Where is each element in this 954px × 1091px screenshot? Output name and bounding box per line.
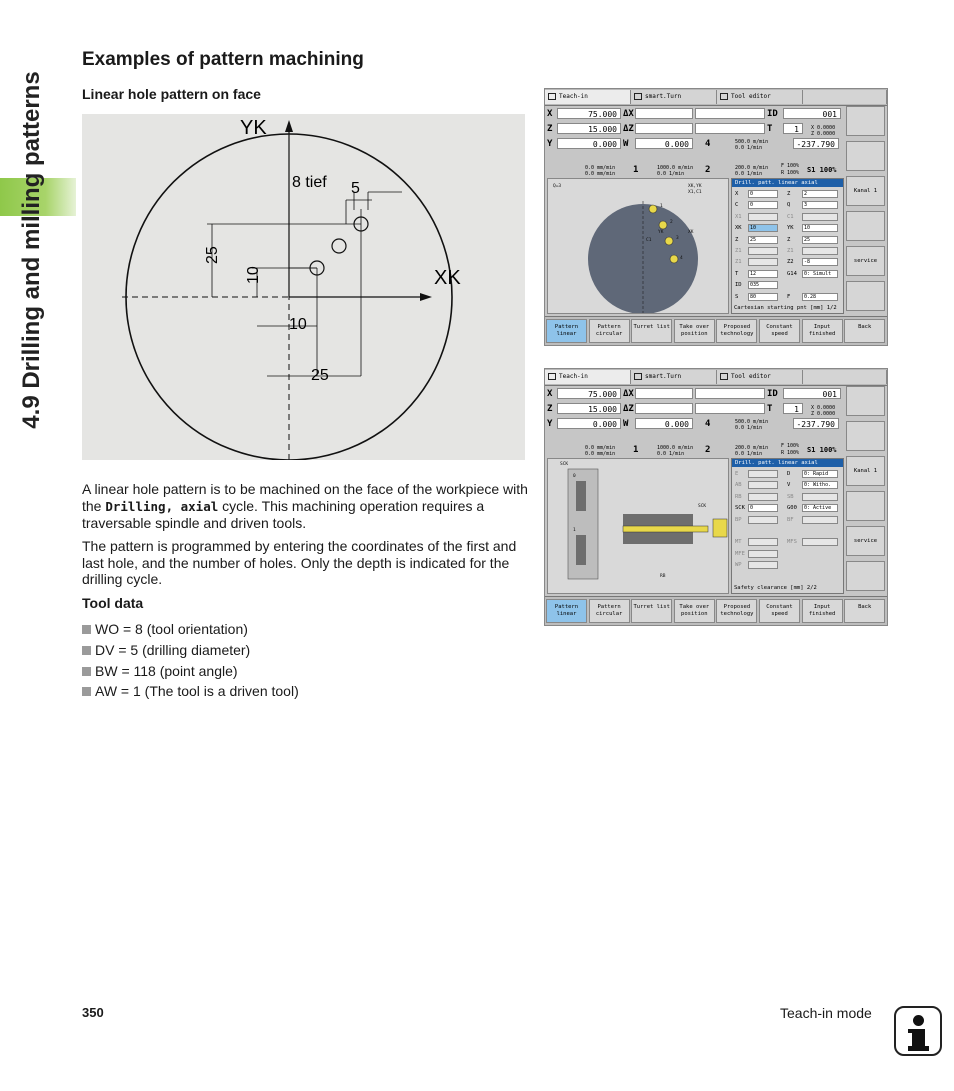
s-override: S1 100% [807,166,837,174]
drawing-svg [82,114,525,460]
field-input[interactable] [748,481,778,489]
softkey-pattern-circular[interactable]: Pattern circular [589,599,630,623]
field-input[interactable] [748,470,778,478]
spindle-4: 4 [705,419,711,429]
field-label: Z [735,236,739,243]
t-label: T [767,124,773,134]
field-input[interactable]: 12 [748,270,778,278]
t-label: T [767,404,773,414]
tool-data-text: AW = 1 (The tool is a driven tool) [95,683,299,699]
help-graphic-svg [548,459,728,593]
x-small: X 0.0000 [811,125,836,131]
tab-tool-editor[interactable] [717,90,803,104]
tab-smart-turn[interactable] [631,370,717,384]
field-label: YK [787,225,794,232]
spindle-1: 1 [633,445,639,455]
tab-icon [548,93,556,100]
field-input[interactable]: 25 [748,236,778,244]
side-button[interactable] [846,176,885,206]
field-input[interactable] [748,247,778,255]
field-input[interactable] [748,213,778,221]
field-input[interactable]: 3 [802,201,838,209]
softkey-constant-speed[interactable]: Constant speed [759,599,800,623]
speed-readout: 0.0 1/min [735,425,763,431]
field-c [695,108,765,119]
field-input[interactable]: 2 [802,190,838,198]
field-label: WP [735,562,742,569]
f-override: F 100% [781,443,800,449]
field-label: ID [735,282,742,289]
field-input[interactable]: 0: Active [802,504,838,512]
field-input[interactable]: 0 [748,201,778,209]
field-label: T [735,270,739,277]
z-small: Z 0.0000 [811,411,836,417]
tab-label: Tool editor [731,373,771,380]
axis-label: Z [547,404,553,414]
delta-value[interactable] [635,388,693,399]
bullet-icon [82,646,91,655]
field-input[interactable]: 0: Simult [802,270,838,278]
field-label: Z [787,236,791,243]
graphic-label: SCK [698,504,707,509]
pattern-drawing [82,114,525,460]
softkey-constant-speed[interactable]: Constant speed [759,319,800,343]
softkey-bar [545,596,887,625]
axis-value: 0.000 [557,138,621,149]
field-label: MFS [787,539,797,546]
field-label: Z2 [787,259,794,266]
side-button[interactable] [846,491,885,521]
z-small: Z 0.0000 [811,131,836,137]
field-input[interactable]: -8 [802,258,838,266]
info-icon [894,1006,942,1056]
dim-10-vertical: 10 [245,266,262,284]
softkey-input-finished[interactable]: Input finished [802,319,843,343]
side-button[interactable] [846,386,885,416]
field-input[interactable] [748,516,778,524]
field-input[interactable]: 0 [748,504,778,512]
pattern-hole [659,221,667,229]
field-label: MFE [735,550,745,557]
softkey-back[interactable]: Back [844,599,885,623]
graphic-label: 1 [660,204,663,209]
side-button[interactable] [846,456,885,486]
dim-25-vertical: 25 [204,246,221,264]
dialog-title: Drill. patt. linear axial [732,459,843,467]
diameter-label: 5 [351,180,360,197]
id-label: ID [767,109,778,119]
t-value: 1 [783,123,803,134]
field-label: Z [787,191,791,197]
field-input[interactable] [802,493,838,501]
field-label: G14 [787,270,797,277]
xk-label: XK [434,267,461,289]
section-heading: Examples of pattern machining [82,49,364,70]
delta-label: W [623,419,629,429]
feed-readout: 0.0 mm/min [585,451,616,457]
field-c2 [695,403,765,414]
tab-bar [545,89,887,106]
axis-value: 75.000 [557,108,621,119]
field-c2 [695,123,765,134]
paragraph-1-text-a: A linear hole pattern is to be machined on the face of the workpiece with the [82,481,528,514]
speed-readout: 1000.0 m/min [657,165,694,171]
field-label: D [787,471,791,477]
feed-readout: 0.0 mm/min [585,165,616,171]
side-button[interactable] [846,421,885,451]
field-input[interactable] [748,538,778,546]
dim-10-horizontal: 10 [289,316,307,333]
yk-arrow [285,120,293,132]
r-override: R 100% [781,450,800,456]
speed-readout: 1000.0 m/min [657,445,694,451]
speed-readout: 0.0 1/min [735,145,763,151]
axis-label: Z [547,124,553,134]
angle-value: -237.790 [793,418,839,429]
tab-label: smart.Turn [645,373,682,380]
field-label: Z1 [787,248,794,254]
dialog-title: Drill. patt. linear axial [732,179,843,187]
field-input[interactable] [802,247,838,255]
field-input[interactable]: 0 [748,190,778,198]
footer-mode: Teach-in mode [780,1005,872,1021]
tab-label: Teach-in [559,373,588,380]
tab-teach-in[interactable] [545,90,631,104]
pattern-hole [649,205,657,213]
angle-value: -237.790 [793,138,839,149]
side-button-label: service [853,258,878,264]
field-label: Q [787,202,791,209]
tool-data-item [82,621,248,637]
spindle-1: 1 [633,165,639,175]
pattern-hole [665,237,673,245]
tab-label: smart.Turn [645,93,682,100]
tab-smart-turn[interactable] [631,90,717,104]
drill-1 [576,481,586,511]
dialog-footer: Cartesian starting pnt [mm] 1/2 [734,305,837,311]
field-input[interactable] [748,561,778,569]
field-label: Z1 [735,259,742,266]
chapter-title-text: 4.9 Drilling and milling patterns [18,71,45,429]
paragraph-1 [82,481,528,532]
field-input[interactable]: 25 [802,236,838,244]
side-button[interactable] [846,211,885,241]
field-input[interactable]: 10 [748,224,778,232]
paragraph-1-text-b: cycle. This machining operation requires a traversable spindle and driven tools. [82,497,485,531]
w-value: 0.000 [635,418,693,429]
graphic-label: 1 [573,528,576,533]
graphic-label: 4 [680,256,683,261]
axis-label: X [547,389,553,399]
side-button-label: Kanal 1 [853,468,878,474]
delta-label: ΔZ [623,404,634,414]
field-label: BP [735,516,742,523]
delta-label: ΔX [623,109,634,119]
graphic-label: SCK [560,462,569,467]
drill-bit [623,526,708,532]
bullet-icon [82,687,91,696]
field-input[interactable]: 0: Rapid [802,470,838,478]
help-graphic [547,178,729,314]
graphic-label: 2 [670,220,673,225]
yk-label: YK [240,117,267,139]
field-label: AB [735,482,742,489]
field-label: BF [787,516,794,523]
field-input[interactable] [748,258,778,266]
graphic-label: RB [660,574,666,579]
speed-readout: 0.0 1/min [735,451,763,457]
tab-icon [720,93,728,100]
field-c [695,388,765,399]
field-label: E [735,471,739,477]
softkey-turret-list[interactable]: Turret list [631,319,672,343]
delta-label: W [623,139,629,149]
field-input[interactable] [802,538,838,546]
field-input[interactable]: 035 [748,281,778,289]
speed-readout: 500.0 m/min [735,139,769,145]
field-label: MT [735,539,742,546]
field-label: C1 [787,213,794,220]
field-label: X1 [735,213,742,220]
tool-data-text: WO = 8 (tool orientation) [95,621,248,637]
field-label: V [787,482,791,489]
softkey-take-over-position[interactable]: Take over position [674,599,715,623]
drill-2 [576,535,586,565]
side-button[interactable] [846,561,885,591]
side-button-label: service [853,538,878,544]
speed-readout: 0.0 1/min [657,171,685,177]
delta-value[interactable] [635,108,693,119]
field-label: XK [735,225,742,232]
axis-label: X [547,109,553,119]
input-dialog [731,178,844,314]
subsection-heading: Linear hole pattern on face [82,86,261,102]
dim-25-horizontal: 25 [311,367,329,384]
delta-label: ΔX [623,389,634,399]
tool-data-text: BW = 118 (point angle) [95,663,238,679]
softkey-back[interactable]: Back [844,319,885,343]
graphic-label: C1 [646,238,652,243]
side-button[interactable] [846,106,885,136]
axis-value: 15.000 [557,123,621,134]
w-value: 0.000 [635,138,693,149]
cycle-name: Drilling, axial [105,498,219,514]
id-value: 001 [783,388,841,399]
tab-label: Teach-in [559,93,588,100]
softkey-proposed-technology[interactable]: Proposed technology [716,599,757,623]
feed-readout: 0.0 mm/min [585,445,616,451]
id-label: ID [767,389,778,399]
field-label: G00 [787,505,797,512]
softkey-proposed-technology[interactable]: Proposed technology [716,319,757,343]
field-label: S [735,293,739,300]
tab-bar [545,369,887,386]
axis-label: Y [547,139,553,149]
bullet-icon [82,667,91,676]
chapter-title [12,60,52,440]
f-override: F 100% [781,163,800,169]
cnc-screen-2 [544,368,888,626]
field-input[interactable] [802,213,838,221]
field-input[interactable]: 80 [748,293,778,301]
field-input[interactable] [748,493,778,501]
spindle-2: 2 [705,445,711,455]
delta-label: ΔZ [623,124,634,134]
paragraph-2: The pattern is programmed by entering the coordinates of the first and last hole, and the number of holes. Only the depth is indicated for the drilling cycle. [82,538,517,587]
page-number: 350 [82,1005,104,1020]
side-button[interactable] [846,526,885,556]
field-input[interactable] [748,550,778,558]
field-label: F [787,293,791,300]
tool-data-item [82,642,250,658]
field-label: SCK [735,505,745,512]
delta-value[interactable] [635,403,693,414]
tab-icon [720,373,728,380]
tab-label: Tool editor [731,93,771,100]
s-override: S1 100% [807,446,837,454]
r-override: R 100% [781,170,800,176]
speed-readout: 0.0 1/min [657,451,685,457]
speed-readout: 500.0 m/min [735,419,769,425]
x-small: X 0.0000 [811,405,836,411]
tool-data-heading: Tool data [82,595,144,611]
field-input[interactable] [802,516,838,524]
softkey-pattern-linear[interactable]: Pattern linear [546,319,587,343]
tab-tool-editor[interactable] [717,370,803,384]
tab-extra[interactable] [803,90,887,104]
delta-value[interactable] [635,123,693,134]
depth-label: 8 tief [292,174,327,191]
axis-value: 75.000 [557,388,621,399]
field-label: C [735,202,739,209]
tab-icon [634,93,642,100]
feed-readout: 0.0 mm/min [585,171,616,177]
graphic-label: X1,C1 [688,190,702,195]
field-label: RB [735,493,742,500]
tool-data-item [82,663,238,679]
id-value: 001 [783,108,841,119]
cnc-screen-1 [544,88,888,346]
tab-extra[interactable] [803,370,887,384]
field-label: X [735,191,739,197]
axis-value: 0.000 [557,418,621,429]
spindle-2: 2 [705,165,711,175]
axis-value: 15.000 [557,403,621,414]
axis-label: Y [547,419,553,429]
tab-icon [634,373,642,380]
bullet-icon [82,625,91,634]
field-input[interactable]: 0.28 [802,293,838,301]
side-button[interactable] [846,141,885,171]
hole-2 [332,239,346,253]
graphic-label: Q=3 [553,184,562,189]
graphic-label: 3 [676,236,679,241]
softkey-turret-list[interactable]: Turret list [631,599,672,623]
graphic-label: XK,YK [688,184,702,189]
softkey-bar [545,316,887,345]
graphic-label: YK [658,230,664,235]
input-dialog [731,458,844,594]
t-value: 1 [783,403,803,414]
tool-data-text: DV = 5 (drilling diameter) [95,642,251,658]
pattern-hole [670,255,678,263]
field-label: SB [787,493,794,500]
graphic-label: 0 [573,474,576,479]
side-button[interactable] [846,246,885,276]
softkey-input-finished[interactable]: Input finished [802,599,843,623]
side-button[interactable] [846,281,885,311]
dialog-footer: Safety clearance [mm] 2/2 [734,585,817,591]
speed-readout: 200.0 m/min [735,165,769,171]
spindle-4: 4 [705,139,711,149]
side-button-label: Kanal 1 [853,188,878,194]
help-graphic [547,458,729,594]
tab-icon [548,373,556,380]
softkey-pattern-linear[interactable]: Pattern linear [546,599,587,623]
field-label: Z1 [735,248,742,254]
speed-readout: 0.0 1/min [735,171,763,177]
tab-teach-in[interactable] [545,370,631,384]
speed-readout: 200.0 m/min [735,445,769,451]
field-input[interactable]: 10 [802,224,838,232]
field-input[interactable]: 0: Witho. [802,481,838,489]
tool-data-item [82,683,299,699]
softkey-take-over-position[interactable]: Take over position [674,319,715,343]
xk-arrow [420,293,432,301]
graphic-label: XK [688,230,694,235]
chuck [713,519,727,537]
softkey-pattern-circular[interactable]: Pattern circular [589,319,630,343]
help-graphic-svg [548,179,728,313]
